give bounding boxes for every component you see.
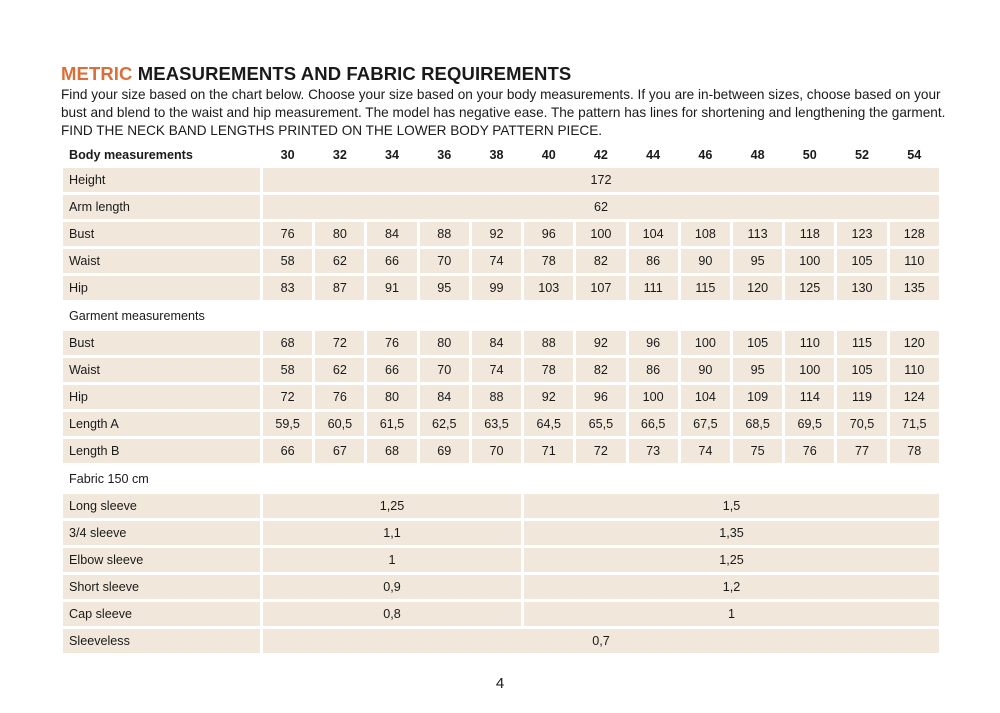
fabric-small-sizes-value: 0,8 [263,602,521,626]
table-cell: 86 [629,358,678,382]
table-cell: 73 [629,439,678,463]
table-cell: 88 [472,385,521,409]
table-row-cap-sleeve [63,602,939,626]
fabric-small-sizes-value: 1,1 [263,521,521,545]
table-cell: 82 [576,358,625,382]
table-cell: 104 [629,222,678,246]
table-cell: 108 [681,222,730,246]
size-header: 38 [489,147,504,162]
table-cell: 66 [367,249,416,273]
fabric-small-sizes-value: 1 [263,548,521,572]
table-cell: 71,5 [890,412,939,436]
fabric-large-sizes-value: 1,35 [524,521,939,545]
size-header-row [63,144,939,165]
table-cell: 109 [733,385,782,409]
table-cell: 96 [629,331,678,355]
table-cell: 124 [890,385,939,409]
fabric-large-sizes-value: 1,2 [524,575,939,599]
table-cell: 114 [785,385,834,409]
table-cell: 96 [576,385,625,409]
table-cell: 100 [629,385,678,409]
table-cell: 68 [263,331,312,355]
table-cell: 99 [472,276,521,300]
table-row-arm-length [63,195,939,219]
table-cell: 84 [420,385,469,409]
table-cell: 66 [367,358,416,382]
table-cell: 84 [472,331,521,355]
table-cell: 107 [576,276,625,300]
fabric-section-row [63,466,939,491]
table-cell: 76 [263,222,312,246]
table-cell: 75 [733,439,782,463]
table-cell: 88 [524,331,573,355]
garment-section-row [63,303,939,328]
table-cell: 63,5 [472,412,521,436]
table-cell: 87 [315,276,364,300]
row-label: Sleeveless [63,629,260,653]
table-cell: 92 [524,385,573,409]
height-value: 172 [263,168,939,192]
table-cell: 58 [263,249,312,273]
fabric-large-sizes-value: 1 [524,602,939,626]
table-cell: 100 [576,222,625,246]
table-cell: 68,5 [733,412,782,436]
size-header: 54 [907,147,922,162]
table-row-height [63,168,939,192]
table-cell: 76 [785,439,834,463]
table-cell: 72 [263,385,312,409]
table-cell: 66,5 [629,412,678,436]
row-label: Cap sleeve [63,602,260,626]
row-label: Elbow sleeve [63,548,260,572]
table-cell: 62 [315,249,364,273]
table-cell: 92 [576,331,625,355]
table-cell: 72 [576,439,625,463]
table-cell: 69 [420,439,469,463]
fabric-small-sizes-value: 0,9 [263,575,521,599]
table-cell: 71 [524,439,573,463]
table-row-long-sleeve [63,494,939,518]
table-cell: 120 [890,331,939,355]
table-cell: 66 [263,439,312,463]
table-cell: 70 [420,249,469,273]
table-cell: 70 [420,358,469,382]
row-label: 3/4 sleeve [63,521,260,545]
table-cell: 90 [681,249,730,273]
size-header: 42 [593,147,608,162]
table-cell: 78 [890,439,939,463]
garment-measurements-heading: Garment measurements [69,308,205,323]
table-cell: 82 [576,249,625,273]
table-cell: 115 [837,331,886,355]
table-row-sleeveless [63,629,939,653]
table-cell: 128 [890,222,939,246]
table-cell: 86 [629,249,678,273]
table-row-length-a [63,412,939,436]
table-cell: 100 [785,358,834,382]
table-cell: 80 [420,331,469,355]
row-label: Length B [63,439,260,463]
body-measurements-heading: Body measurements [69,147,193,162]
table-row-length-b [63,439,939,463]
table-cell: 72 [315,331,364,355]
intro-text: Find your size based on the chart below. Choose your size based on your body measurements. If you are in-between sizes, choose based on your bust and blend to the waist and hip measurement. The model has negative ease. The pattern has lines for shortening and lengthening the garment. FIND THE NECK BAND LENGTHS PRINTED ON THE LOWER BODY PATTERN PIECE. [61,87,946,138]
table-cell: 95 [420,276,469,300]
size-header: 34 [385,147,400,162]
table-row-garment-hip [63,385,939,409]
table-cell: 115 [681,276,730,300]
table-cell: 68 [367,439,416,463]
table-cell: 60,5 [315,412,364,436]
table-cell: 125 [785,276,834,300]
row-label: Bust [63,331,260,355]
row-label: Hip [63,276,260,300]
table-cell: 90 [681,358,730,382]
table-row-short-sleeve [63,575,939,599]
table-cell: 123 [837,222,886,246]
fabric-large-sizes-value: 1,5 [524,494,939,518]
table-cell: 77 [837,439,886,463]
table-cell: 91 [367,276,416,300]
arm-length-value: 62 [263,195,939,219]
size-chart-table [60,141,942,656]
table-cell: 130 [837,276,886,300]
table-cell: 62 [315,358,364,382]
table-cell: 74 [472,358,521,382]
page-title [61,63,571,85]
row-label: Waist [63,358,260,382]
title-accent: METRIC [61,63,133,84]
size-header: 44 [646,147,661,162]
size-header: 32 [332,147,347,162]
size-header: 48 [750,147,765,162]
size-header: 52 [855,147,870,162]
table-cell: 80 [315,222,364,246]
page-number: 4 [495,675,505,692]
fabric-small-sizes-value: 1,25 [263,494,521,518]
table-cell: 76 [315,385,364,409]
row-label: Short sleeve [63,575,260,599]
row-label: Long sleeve [63,494,260,518]
table-cell: 135 [890,276,939,300]
table-cell: 64,5 [524,412,573,436]
table-cell: 100 [681,331,730,355]
row-label: Bust [63,222,260,246]
table-cell: 95 [733,249,782,273]
table-cell: 110 [785,331,834,355]
table-cell: 78 [524,358,573,382]
table-cell: 74 [681,439,730,463]
table-cell: 111 [629,276,678,300]
table-cell: 103 [524,276,573,300]
table-cell: 83 [263,276,312,300]
table-cell: 84 [367,222,416,246]
table-cell: 62,5 [420,412,469,436]
table-cell: 70,5 [837,412,886,436]
table-row-garment-waist [63,358,939,382]
table-row-body-waist [63,249,939,273]
table-cell: 67 [315,439,364,463]
table-cell: 113 [733,222,782,246]
table-cell: 110 [890,358,939,382]
table-cell: 69,5 [785,412,834,436]
table-cell: 100 [785,249,834,273]
table-cell: 70 [472,439,521,463]
table-cell: 59,5 [263,412,312,436]
size-header: 40 [541,147,556,162]
table-cell: 96 [524,222,573,246]
table-cell: 78 [524,249,573,273]
table-cell: 58 [263,358,312,382]
size-header: 46 [698,147,713,162]
table-cell: 110 [890,249,939,273]
table-cell: 74 [472,249,521,273]
table-cell: 105 [837,249,886,273]
table-cell: 120 [733,276,782,300]
table-row-elbow-sleeve [63,548,939,572]
table-cell: 119 [837,385,886,409]
sleeveless-value: 0,7 [263,629,939,653]
table-cell: 104 [681,385,730,409]
table-cell: 65,5 [576,412,625,436]
table-row-body-bust [63,222,939,246]
table-cell: 61,5 [367,412,416,436]
table-row-three-quarter-sleeve [63,521,939,545]
table-cell: 105 [733,331,782,355]
size-header: 30 [280,147,295,162]
title-rest: MEASUREMENTS AND FABRIC REQUIREMENTS [137,63,572,84]
size-header: 50 [802,147,817,162]
table-cell: 80 [367,385,416,409]
table-cell: 92 [472,222,521,246]
row-label: Hip [63,385,260,409]
table-cell: 95 [733,358,782,382]
table-cell: 105 [837,358,886,382]
table-row-garment-bust [63,331,939,355]
table-cell: 67,5 [681,412,730,436]
size-header: 36 [437,147,452,162]
table-cell: 88 [420,222,469,246]
row-label: Arm length [63,195,260,219]
row-label: Length A [63,412,260,436]
row-label: Height [63,168,260,192]
fabric-heading: Fabric 150 cm [69,471,149,486]
table-row-body-hip [63,276,939,300]
table-cell: 118 [785,222,834,246]
row-label: Waist [63,249,260,273]
table-cell: 76 [367,331,416,355]
fabric-large-sizes-value: 1,25 [524,548,939,572]
